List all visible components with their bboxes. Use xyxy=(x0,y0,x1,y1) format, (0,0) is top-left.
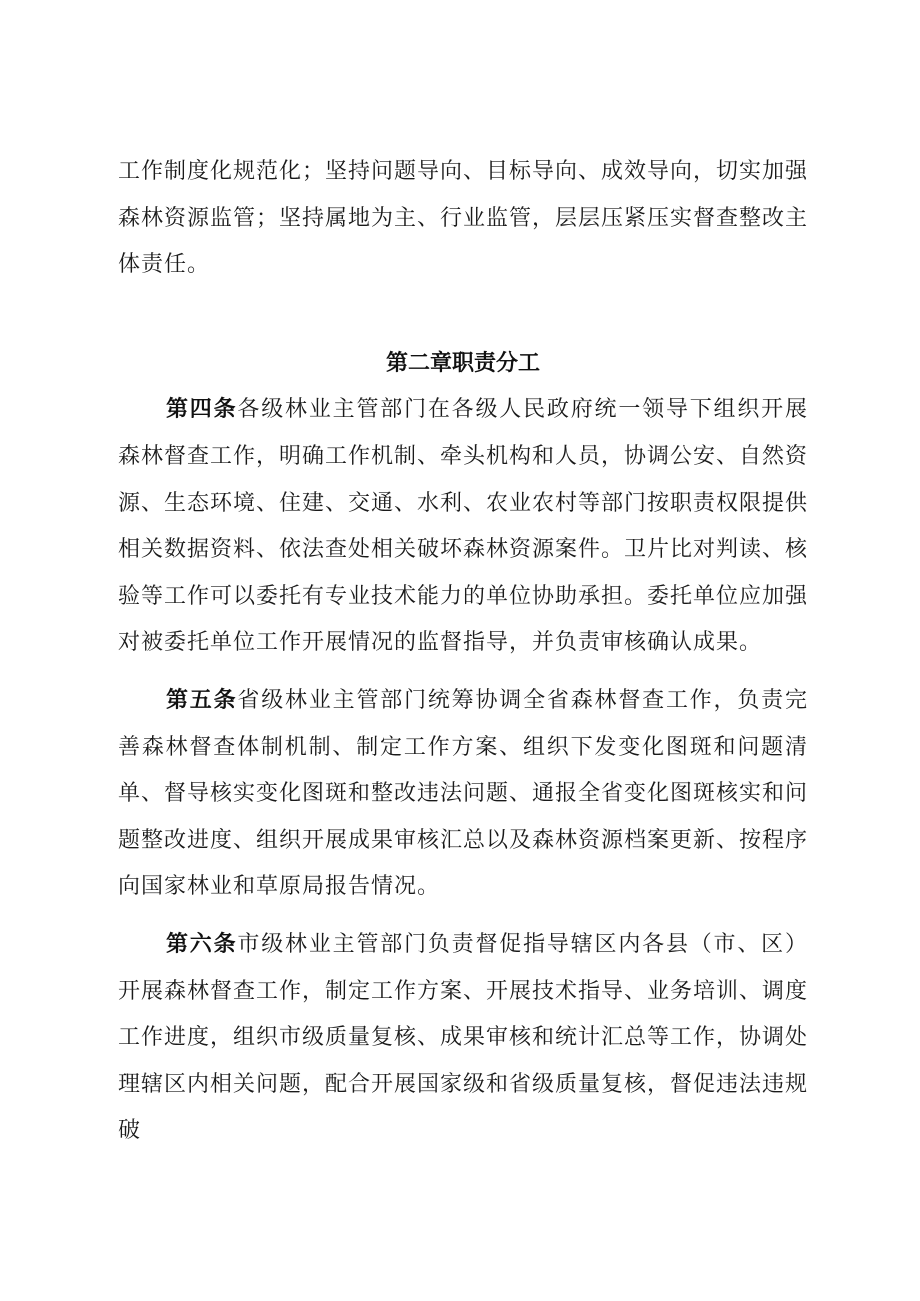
spacer xyxy=(118,667,808,678)
article-5-text: 省级林业主管部门统筹协调全省森林督查工作，负责完善森林督查体制机制、制定工作方案、组织下发变化图斑和问题清单、督导核实变化图斑和整改违法问题、通报全省变化图斑核实和问题整改进度、组织开展成果审核汇总以及森林资源档案更新、按程序向国家林业和草原局报告情况。 xyxy=(118,687,809,900)
spacer xyxy=(118,911,808,922)
article-5-label: 第五条 xyxy=(166,687,238,713)
intro-paragraph: 工作制度化规范化；坚持问题导向、目标导向、成效导向，切实加强森林资源监管；坚持属地为主、行业监管，层层压紧压实督查整改主体责任。 xyxy=(118,159,809,278)
article-5-paragraph xyxy=(118,678,808,911)
article-6-paragraph xyxy=(118,922,808,1155)
article-4-text: 各级林业主管部门在各级人民政府统一领导下组织开展森林督查工作，明确工作机制、牵头机构和人员，协调公安、自然资源、生态环境、住建、交通、水利、农业农村等部门按职责权限提供相关数据资料、依法查处相关破坏森林资源案件。卫片比对判读、核验等工作可以委托有专业技术能力的单位协助承担。委托单位应加强对被委托单位工作开展情况的监督指导，并负责审核确认成果。 xyxy=(118,397,809,656)
spacer xyxy=(118,289,808,341)
chapter-title: 第二章职责分工 xyxy=(385,350,540,376)
article-4-paragraph xyxy=(118,387,808,667)
article-6-label: 第六条 xyxy=(166,931,238,957)
document-body xyxy=(118,149,808,1155)
article-6-text: 市级林业主管部门负责督促指导辖区内各县（市、区）开展森林督查工作，制定工作方案、开展技术指导、业务培训、调度工作进度，组织市级质量复核、成果审核和统计汇总等工作，协调处理辖区内相关问题，配合开展国家级和省级质量复核，督促违法违规破 xyxy=(118,931,809,1144)
article-4-label: 第四条 xyxy=(166,397,238,423)
